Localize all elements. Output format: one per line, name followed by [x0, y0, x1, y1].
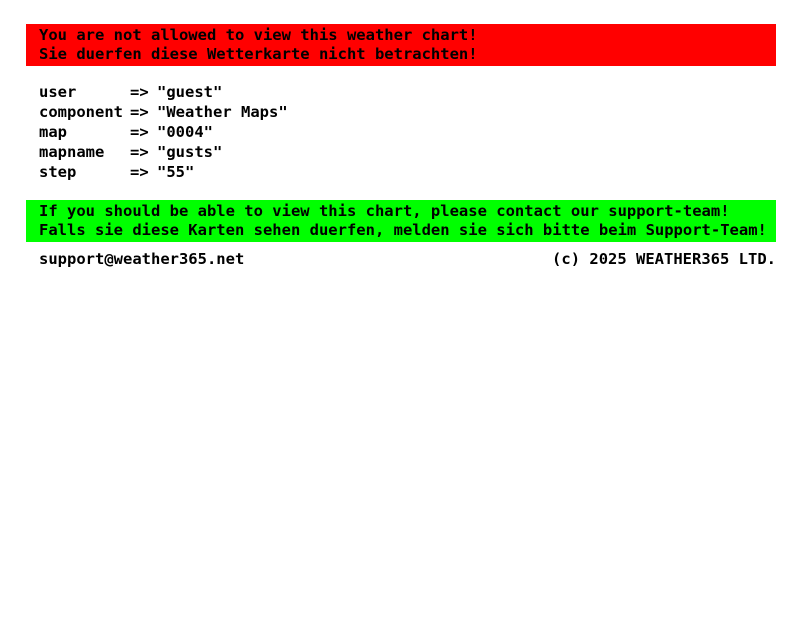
detail-value: "Weather Maps": [157, 103, 288, 121]
detail-row-step: [39, 162, 800, 182]
info-banner: [26, 200, 776, 242]
detail-value: "0004": [157, 123, 213, 141]
error-banner: [26, 24, 776, 66]
detail-row-mapname: [39, 142, 800, 162]
error-banner-line-en: You are not allowed to view this weather chart!: [39, 26, 478, 44]
arrow-symbol: =>: [130, 143, 149, 161]
info-banner-line-en: If you should be able to view this chart, please contact our support-team!: [39, 202, 730, 220]
detail-value: "guest": [157, 83, 223, 101]
detail-value: "gusts": [157, 143, 223, 161]
copyright-notice: (c) 2025 WEATHER365 LTD.: [552, 250, 776, 268]
footer: [39, 252, 776, 267]
info-banner-line-de: Falls sie diese Karten sehen duerfen, melden sie sich bitte beim Support-Team!: [39, 221, 767, 239]
arrow-symbol: =>: [130, 163, 149, 181]
arrow-symbol: =>: [130, 83, 149, 101]
detail-row-map: [39, 122, 800, 142]
support-email: support@weather365.net: [39, 250, 245, 268]
detail-key: map: [39, 123, 67, 141]
arrow-symbol: =>: [130, 123, 149, 141]
detail-row-user: [39, 82, 800, 102]
error-banner-line-de: Sie duerfen diese Wetterkarte nicht betrachten!: [39, 45, 478, 63]
detail-key: step: [39, 163, 77, 181]
detail-key: component: [39, 103, 123, 121]
detail-value: "55": [157, 163, 195, 181]
arrow-symbol: =>: [130, 103, 149, 121]
request-details: [39, 82, 800, 182]
detail-row-component: [39, 102, 800, 122]
detail-key: user: [39, 83, 77, 101]
detail-key: mapname: [39, 143, 105, 161]
